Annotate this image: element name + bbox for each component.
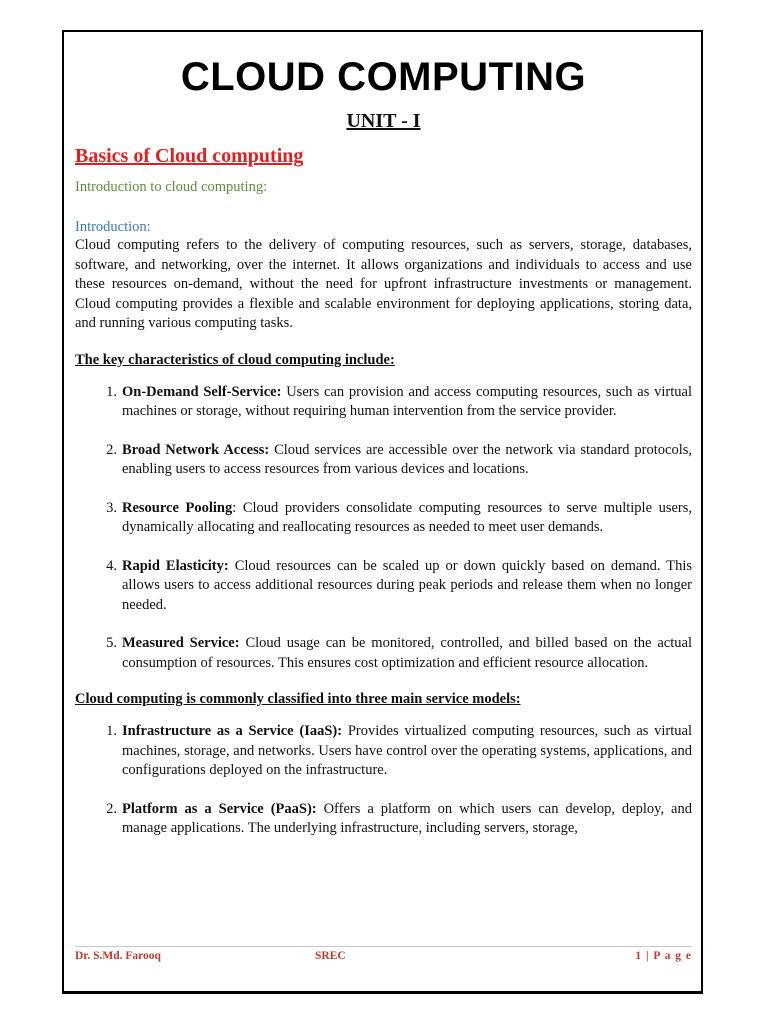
models-heading: Cloud computing is commonly classified into three main service models:: [75, 691, 521, 707]
document-title: CLOUD COMPUTING: [180, 55, 587, 99]
unit-label: UNIT - I: [346, 110, 421, 132]
list-term: Infrastructure as a Service (IaaS):: [122, 723, 343, 739]
list-item: [75, 557, 692, 616]
models-list: [75, 722, 692, 839]
list-number: 2.: [106, 800, 117, 817]
list-item: [75, 383, 692, 422]
list-text: Offers a platform on which users can develop, deploy, and manage applications. The underlying infrastructure, including servers, storage,: [122, 800, 692, 836]
list-text: Users can provision and access computing resources, such as virtual machines or storage, without requiring human intervention from the service provider.: [122, 383, 692, 419]
list-term: Resource Pooling: [122, 499, 233, 516]
list-number: 3.: [106, 499, 117, 516]
list-number: 1.: [106, 723, 117, 739]
list-text: : Cloud providers consolidate computing resources to serve multiple users, dynamically allocating and reallocating resources as needed to meet user demands.: [122, 499, 692, 535]
list-text: Cloud services are accessible over the network via standard protocols, enabling users to access resources from various devices and locations.: [122, 441, 692, 477]
list-item: [75, 441, 692, 480]
list-text: Cloud usage can be monitored, controlled, and billed based on the actual consumption of resources. This ensures cost optimization and efficient resource allocation.: [122, 635, 692, 671]
list-item: [75, 722, 692, 781]
footer-institution: SREC: [315, 950, 346, 962]
list-number: 1.: [106, 383, 117, 400]
characteristics-heading: The key characteristics of cloud computing include:: [75, 351, 395, 368]
footer-page-number: 1 | P a g e: [635, 950, 692, 962]
characteristics-list: [75, 383, 692, 674]
list-number: 5.: [106, 635, 117, 651]
footer-author: Dr. S.Md. Farooq: [75, 950, 161, 962]
section-heading: Basics of Cloud computing: [75, 145, 304, 167]
page-footer: [75, 950, 692, 966]
list-term: Measured Service:: [122, 635, 240, 651]
intro-label: Introduction:: [75, 219, 151, 235]
list-text: Cloud resources can be scaled up or down quickly based on demand. This allows users to access additional resources during peak periods and release them when no longer needed.: [122, 557, 692, 613]
intro-paragraph: Cloud computing refers to the delivery of computing resources, such as servers, storage, databases, software, and networking, over the internet. It allows organizations and individuals to access and use these resources on-demand, without the need for upfront infrastructure investments or management. Cloud computing provides a flexible and scalable environment for deploying applications, storing data, and running various computing tasks.: [75, 237, 692, 331]
list-number: 2.: [106, 441, 117, 458]
list-number: 4.: [106, 557, 117, 574]
footer-divider: [75, 946, 692, 947]
page-content: [75, 48, 692, 858]
list-term: Broad Network Access:: [122, 441, 270, 458]
list-term: Rapid Elasticity:: [122, 557, 229, 574]
list-term: Platform as a Service (PaaS):: [122, 800, 317, 817]
list-item: [75, 634, 692, 673]
subheading: Introduction to cloud computing:: [75, 179, 268, 195]
list-item: [75, 499, 692, 538]
list-text: Provides virtualized computing resources, such as virtual machines, storage, and networks. Users have control over the operating systems, applications, and configurations deployed on the infrastructure.: [122, 723, 693, 778]
list-term: On-Demand Self-Service:: [122, 383, 282, 400]
list-item: [75, 800, 692, 839]
